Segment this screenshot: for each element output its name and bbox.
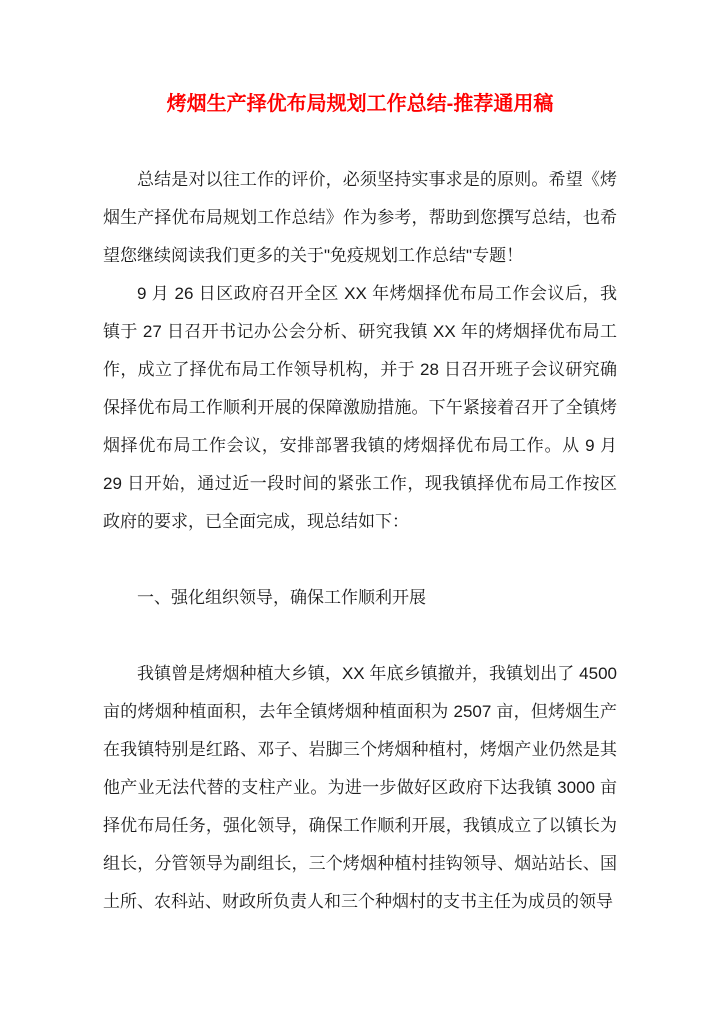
document-title: 烤烟生产择优布局规划工作总结-推荐通用稿: [166, 93, 554, 115]
paragraph-intro: 总结是对以往工作的评价，必须坚持实事求是的原则。希望《烤烟生产择优布局规划工作总结》作为参考，帮助到您撰写总结，也希望您继续阅读我们更多的关于"免疫规划工作总结"专题！: [103, 170, 617, 265]
paragraph-overview: 9 月 26 日区政府召开全区 XX 年烤烟择优布局工作会议后，我镇于 27 日召开书记办公会分析、研究我镇 XX 年的烤烟择优布局工作，成立了择优布局工作领导机构，并于 28 日召开班子会议研究确保择优布局工作顺利开展的保障激励措施。下午紧接着召开了全镇烤烟择优布局工作会议，安排部署我镇的烤烟择优布局工作。从 9 月 29 日开始，通过近一段时间的紧张工作，现我镇择优布局工作按区政府的要求，已全面完成，现总结如下：: [103, 284, 617, 531]
section-1-heading: 一、强化组织领导，确保工作顺利开展: [137, 588, 426, 607]
paragraph-section-1-body: 我镇曾是烤烟种植大乡镇，XX 年底乡镇撤并，我镇划出了 4500 亩的烤烟种植面积，去年全镇烤烟种植面积为 2507 亩，但烤烟生产在我镇特别是红路、邓子、岩脚三个烤烟种植村，烤烟产业仍然是其他产业无法代替的支柱产业。为进一步做好区政府下达我镇 3000 亩择优布局任务，强化领导，确保工作顺利开展，我镇成立了以镇长为组长，分管领导为副组长，三个烤烟种植村挂钩领导、烟站站长、国土所、农科站、财政所负责人和三个种烟村的支书主任为成员的领导: [103, 664, 617, 911]
